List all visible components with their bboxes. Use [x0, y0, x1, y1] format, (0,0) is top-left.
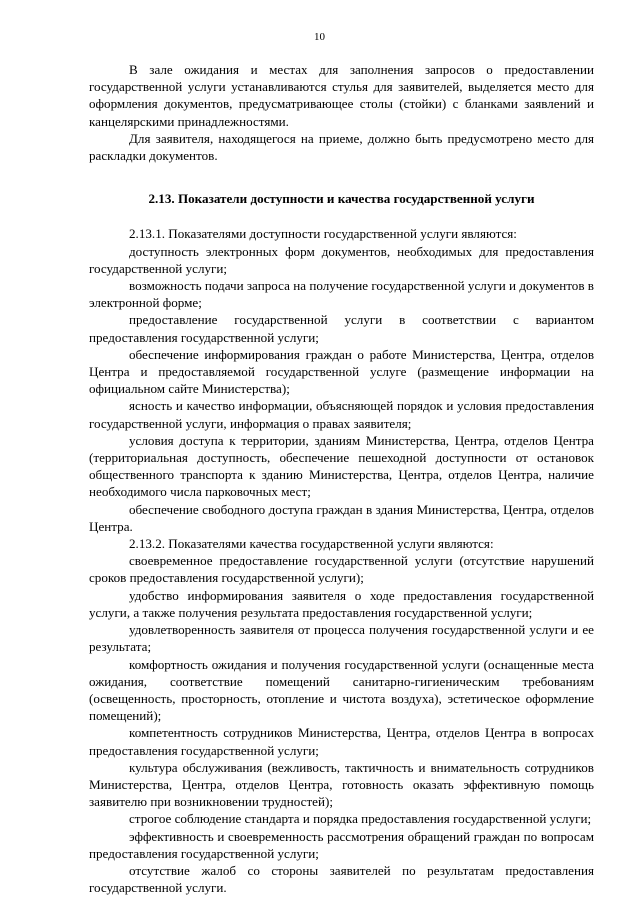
list-item: ясность и качество информации, объясняющей порядок и условия предоставления государственной услуги, информация о правах заявителя; — [89, 398, 594, 431]
list-item: обеспечение свободного доступа граждан в здания Министерства, Центра, отделов Центра. — [89, 501, 594, 534]
list-item: своевременное предоставление государственной услуги (отсутствие нарушений сроков предоставления государственной услуги); — [89, 553, 594, 586]
list-item: культура обслуживания (вежливость, тактичность и внимательность сотрудников Министерства, Центра, отделов Центра, готовность оказать эффективную помощь заявителю при возникновении трудностей); — [89, 759, 594, 810]
list-item: удобство информирования заявителя о ходе предоставления государственной услуги, а также получения результата предоставления государственной услуги; — [89, 587, 594, 620]
list-item: обеспечение информирования граждан о работе Министерства, Центра, отделов Центра и предоставляемой государственной услуге (размещение информации на официальном сайте Министерства); — [89, 346, 594, 397]
paragraph-waiting-area: В зале ожидания и местах для заполнения запросов о предоставлении государственной услуги устанавливаются стулья для заявителей, выделяется место для оформления документов, предусматривающее столы (стойки) с бланками заявлений и канцелярскими принадлежностями. — [89, 62, 594, 129]
list-item: строгое соблюдение стандарта и порядка предоставления государственной услуги; — [129, 811, 592, 827]
list-item: комфортность ожидания и получения государственной услуги (оснащенные места ожидания, соответствие помещений санитарно-гигиеническим требованиям (освещенность, просторность, отопление и чистота воздуха), эстетическое оформление помещений); — [89, 656, 594, 724]
list-item: условия доступа к территории, зданиям Министерства, Центра, отделов Центра (территориальная доступность, обеспечение пешеходной доступности от остановок общественного транспорта к зданию Министерства, Центра, отделов Центра, наличие необходимого числа парковочных мест; — [89, 432, 594, 500]
subsection-title-availability: 2.13.1. Показателями доступности государственной услуги являются: — [129, 226, 517, 242]
list-item: возможность подачи запроса на получение государственной услуги и документов в электронной форме; — [89, 278, 594, 311]
page-number: 10 — [314, 31, 325, 43]
section-heading: 2.13. Показатели доступности и качества государственной услуги — [148, 191, 535, 207]
list-item: эффективность и своевременность рассмотрения обращений граждан по вопросам предоставления государственной услуги; — [89, 828, 594, 861]
list-item: удовлетворенность заявителя от процесса получения государственной услуги и ее результата; — [89, 622, 594, 655]
list-item: компетентность сотрудников Министерства, Центра, отделов Центра в вопросах предоставления государственной услуги; — [89, 725, 594, 758]
section-body — [89, 225, 594, 896]
subsection-title-quality: 2.13.2. Показателями качества государственной услуги являются: — [129, 536, 494, 552]
list-item: доступность электронных форм документов, необходимых для предоставления государственной услуги; — [89, 243, 594, 276]
list-item: предоставление государственной услуги в соответствии с вариантом предоставления государственной услуги; — [89, 312, 594, 345]
document-body — [89, 61, 594, 896]
paragraph-document-layout: Для заявителя, находящегося на приеме, должно быть предусмотрено место для раскладки документов. — [89, 130, 594, 164]
list-item: отсутствие жалоб со стороны заявителей по результатам предоставления государственной услуги. — [89, 862, 594, 896]
